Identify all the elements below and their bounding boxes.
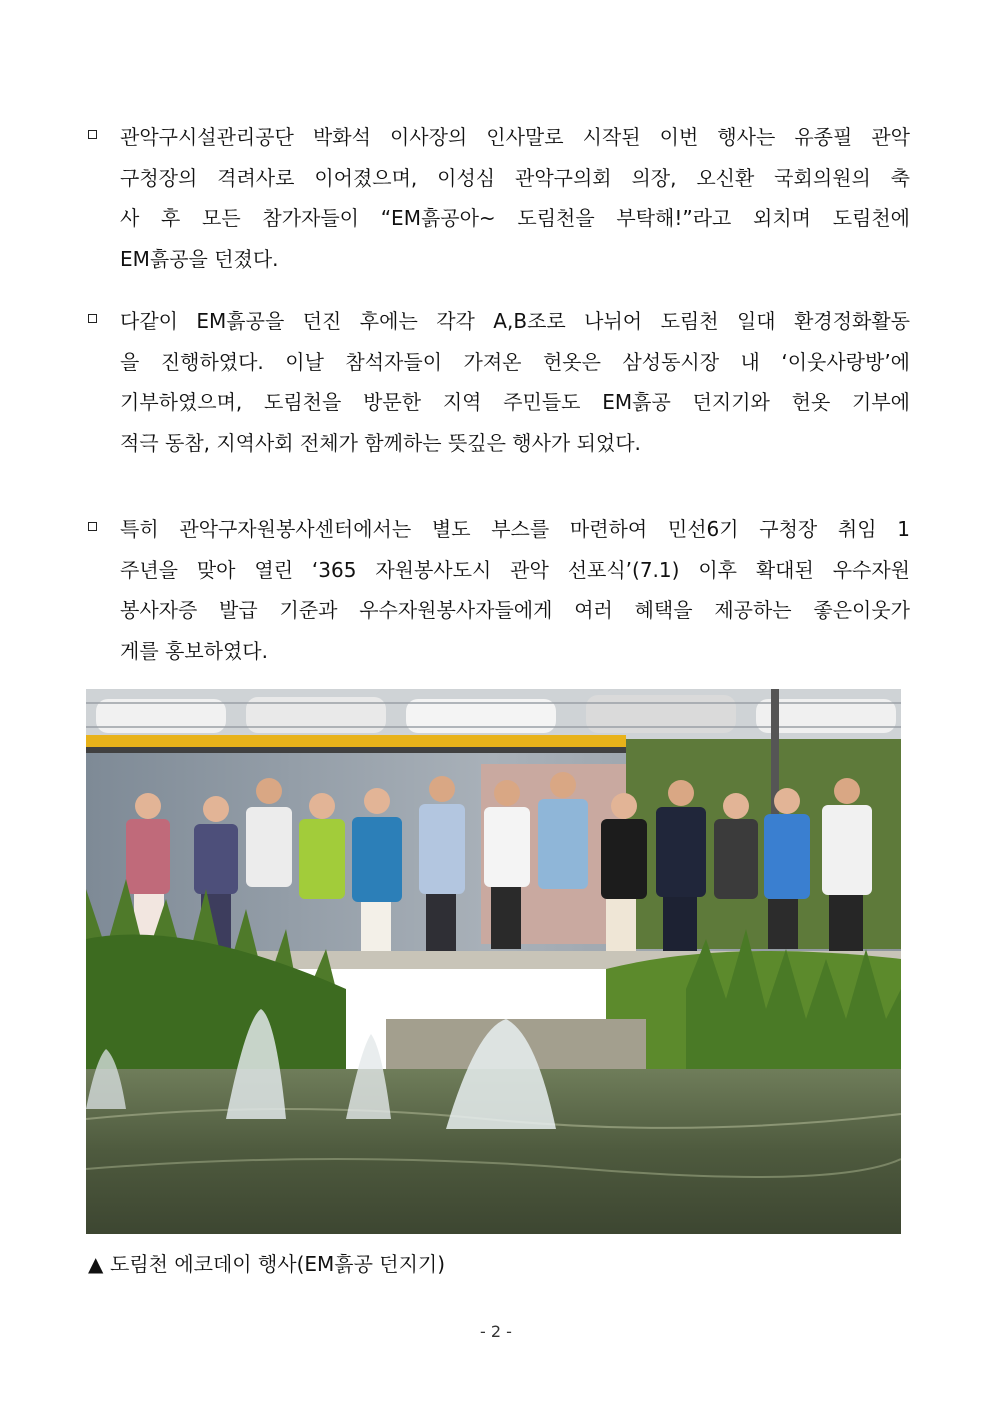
paragraph-line: 봉사자증 발급 기준과 우수자원봉사자들에게 여러 혜택을 제공하는 좋은이웃가 <box>120 598 910 622</box>
paragraph-2 <box>88 301 910 463</box>
paragraph-line: 적극 동참, 지역사회 전체가 함께하는 뜻깊은 행사가 되었다. <box>120 430 641 455</box>
photo-caption <box>88 1250 445 1278</box>
paragraph-line: 특히 관악구자원봉사센터에서는 별도 부스를 마련하여 민선6기 구청장 취임 1 <box>120 517 910 541</box>
paragraph-line: 게를 홍보하였다. <box>120 638 268 663</box>
page-number: - 2 - <box>480 1322 512 1341</box>
paragraph-line: 을 진행하였다. 이날 참석자들이 가져온 헌옷은 삼성동시장 내 ‘이웃사랑방’에 <box>120 349 910 374</box>
paragraph-line: 구청장의 격려사로 이어졌으며, 이성심 관악구의회 의장, 오신환 국회의원의 축 <box>120 165 910 190</box>
square-bullet-icon <box>88 130 97 139</box>
paragraph-line: 주년을 맞아 열린 ‘365 자원봉사도시 관악 선포식’(7.1) 이후 확대된 우수자원 <box>120 557 910 582</box>
caption-text: 도림천 에코데이 행사(EM흙공 던지기) <box>110 1252 446 1276</box>
square-bullet-icon <box>88 522 97 531</box>
paragraph-3 <box>88 509 910 671</box>
paragraph-line: 관악구시설관리공단 박화석 이사장의 인사말로 시작된 이번 행사는 유종필 관악 <box>120 125 910 149</box>
event-photo <box>86 689 901 1234</box>
paragraph-line: 사 후 모든 참가자들이 “EM흙공아~ 도림천을 부탁해!”라고 외치며 도림천에 <box>120 206 910 230</box>
paragraph-1 <box>88 117 910 279</box>
triangle-up-icon: ▲ <box>88 1252 104 1276</box>
square-bullet-icon <box>88 314 97 323</box>
paragraph-line: 다같이 EM흙공을 던진 후에는 각각 A,B조로 나뉘어 도림천 일대 환경정화활동 <box>120 309 910 333</box>
paragraph-line: EM흙공을 던졌다. <box>120 246 279 271</box>
paragraph-line: 기부하였으며, 도림천을 방문한 지역 주민들도 EM흙공 던지기와 헌옷 기부에 <box>120 390 910 414</box>
